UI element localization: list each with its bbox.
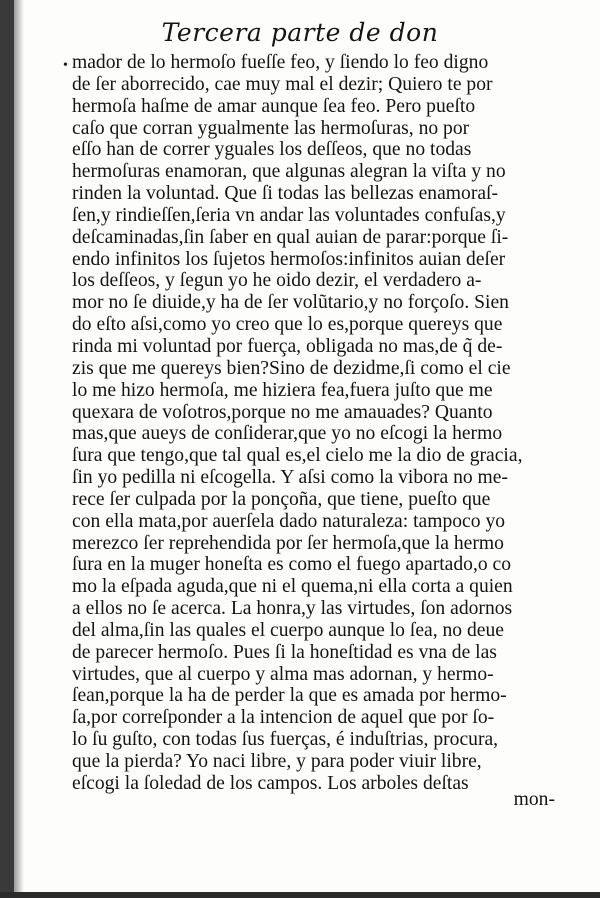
text-line: ſura que tengo,que tal qual es,el cielo me la dio de gracia, [72,445,523,467]
text-line: hermoſa haſme de amar aunque ſea feo. Pero pueſto [72,95,476,117]
text-line: ſa,por correſponder a la intencion de aquel que por ſo- [72,707,495,729]
text-line: del alma,ſin las quales el cuerpo aunque lo ſea, no deue [72,619,504,641]
gutter-shadow [14,0,24,898]
text-line: de parecer hermoſo. Pues ſi la honeſtidad es vna de las [72,641,497,663]
text-line: los deſſeos, y ſegun yo he oido dezir, el verdadero a- [72,270,482,292]
text-line: mor no ſe diuide,y ha de ſer volũtario,y no forçoſo. Sien [72,292,509,314]
text-line: de ſer aborrecido, cae muy mal el dezir; Quiero te por [72,73,493,95]
text-line: quexara de voſotros,porque no me amauades? Quanto [72,401,493,423]
text-line: ſean,porque la ha de perder la que es amada por hermo- [72,685,507,707]
text-line: ſen,y rindieſſen,ſeria vn andar las voluntades confuſas,y [72,204,506,226]
text-line: deſcaminadas,ſin ſaber en qual auian de parar:porque ſi- [72,226,509,248]
text-line: rece ſer culpada por la ponçoña, que tiene, pueſto que [72,488,491,510]
text-line: rinden la voluntad. Que ſi todas las bellezas enamoraſ- [72,183,499,205]
text-line: lo ſu guſto, con todas ſus fuerças, é induſtrias, procura, [72,729,499,751]
text-line: mador de lo hermoſo fueſſe feo, y ſiendo lo feo digno [72,52,489,73]
text-line: con ella mata,por auerſela dado naturaleza: tampoco yo [72,510,506,532]
catchword: mon- [513,789,555,810]
text-line: que la pierda? Yo naci libre, y para poder viuir libre, [72,751,482,772]
text-line: eſſo han de correr yguales los deſſeos, que no todas [72,139,472,161]
text-line: mas,que aueys de conſiderar,que yo no eſcogi la hermo [72,423,503,445]
text-line: lo me hizo hermoſa, me hiziera fea,fuera juſto que me [72,379,493,401]
text-line: caſo que corran ygualmente las hermoſuras, no por [72,117,470,139]
text-line: ſura en la muger honeſta es como el fuego apartado,o co [72,554,512,576]
text-line: virtudes, que al cuerpo y alma mas adornan, y hermo- [72,663,494,685]
binding-gutter [0,0,14,898]
body-text [72,52,560,795]
text-line: rinda mi voluntad por fuerça, obligada no mas,de q̃ de- [72,335,503,357]
text-line: eſcogi la ſoledad de los campos. Los arboles deſtas [72,772,469,794]
text-line: a ellos no ſe acerca. La honra,y las virtudes, ſon adornos [72,598,513,620]
page-bottom-edge [0,892,600,898]
text-line: hermoſuras enamoran, que algunas alegran la viſta y no [72,161,506,183]
text-line: ſin yo pedilla ni eſcogella. Y aſsi como la vibora no me- [72,467,509,489]
marginal-mark: • [63,58,68,73]
running-head: Tercera parte de don [161,18,439,47]
text-line: endo infinitos los ſujetos hermoſos:infinitos auian deſer [72,248,506,270]
text-line: merezco ſer reprehendida por ſer hermoſa,que la hermo [72,532,504,554]
text-line: mo la eſpada aguda,que ni el quema,ni ella corta a quien [72,576,513,598]
text-line: zis que me quereys bien?Sino de dezidme,ſi como el cie [72,357,511,379]
text-line: do eſto aſsi,como yo creo que lo es,porque quereys que [72,314,503,336]
